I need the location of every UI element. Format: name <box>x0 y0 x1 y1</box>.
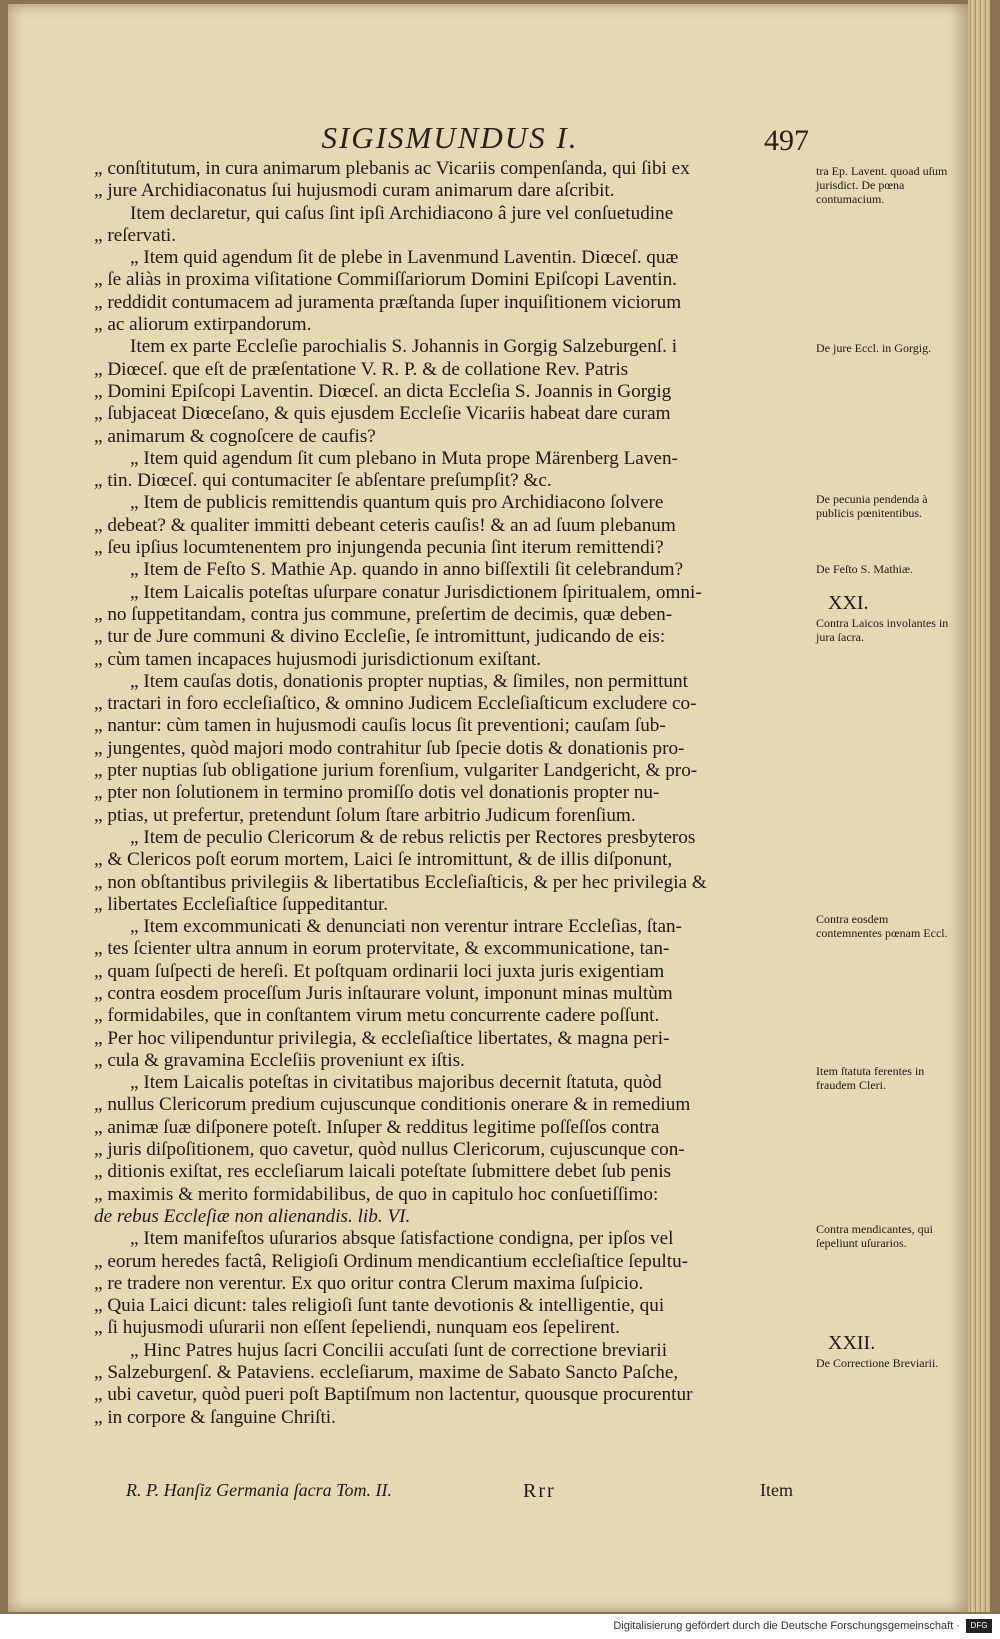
text-line: „ animarum & cognoſcere de caufis? <box>94 425 376 447</box>
text-line: „ tur de Jure communi & divino Eccleſie, ſe intromittunt, judicando de eis: <box>94 626 666 648</box>
text-line: „ no ſuppetitandam, contra jus commune, preſertim de decimis, quæ deben- <box>94 603 673 625</box>
footer-source-reference: R. P. Hanſiz Germania ſacra Tom. II. <box>126 1480 393 1500</box>
text-line: „ & Clericos poſt eorum mortem, Laici ſe intromittunt, & de illis diſponunt, <box>94 849 673 871</box>
text-line: „ Salzeburgenſ. & Pataviens. eccleſiarum, maxime de Sabato Sancto Paſche, <box>94 1362 679 1384</box>
text-line: „ maximis & merito formidabilibus, de quo in capitulo hoc conſuetiſſimo: <box>94 1183 659 1205</box>
text-line: „ debeat? & qualiter immitti debeant ceteris cauſis! & an ad ſuum plebanum <box>94 514 676 536</box>
text-line: „ in corpore & ſanguine Chriſti. <box>94 1406 336 1428</box>
text-line: „ nullus Clericorum predium cujuscunque conditionis onerare & in remedium <box>94 1094 691 1116</box>
book-page <box>8 4 968 1612</box>
text-line: „ Item de publicis remittendis quantum quis pro Archidiacono ſolvere <box>130 492 664 514</box>
text-line: „ Domini Epiſcopi Laventin. Diœceſ. an dicta Eccleſia S. Joannis in Gorgig <box>94 380 672 402</box>
text-line: „ re tradere non verentur. Ex quo oritur contra Clerum maxima ſuſpicio. <box>94 1272 644 1294</box>
text-line: „ jungentes, quòd majori modo contrahitur ſub ſpecie dotis & donationis pro- <box>94 737 685 759</box>
text-line: „ reſervati. <box>94 224 177 246</box>
footer-catchword: Item <box>760 1480 793 1500</box>
text-line: „ Per hoc vilipenduntur privilegia, & eccleſiaſtice libertates, & magna peri- <box>94 1027 670 1049</box>
text-line: „ Item manifeſtos uſurarios absque ſatisfactione condigna, per ipſos vel <box>130 1228 674 1250</box>
text-line: „ Item excommunicati & denunciati non verentur intrare Eccleſias, ſtan- <box>130 916 682 938</box>
text-line: „ tes ſcienter ultra annum in eorum protervitate, & excommunicatione, tan- <box>94 938 670 960</box>
text-line: „ libertates Eccleſiaſtice ſuppeditantur. <box>94 893 389 915</box>
margin-note: Contra mendicantes, qui ſepeliunt uſurarios. <box>816 1222 933 1250</box>
margin-note: De jure Eccl. in Gorgig. <box>816 341 932 355</box>
funding-text: Digitalisierung gefördert durch die Deutsche Forschungsgemeinschaft · <box>613 1620 960 1632</box>
text-line: „ pter non ſolutionem in termino promiſſo dotis vel donationis propter nu- <box>94 782 660 804</box>
text-line: „ Hinc Patres hujus ſacri Concilii accuſati ſunt de correctione breviarii <box>130 1339 668 1361</box>
text-line: „ Item de peculio Clericorum & de rebus relictis per Rectores presbyteros <box>130 826 696 848</box>
text-line: „ reddidit contumacem ad juramenta præſtanda ſuper inquiſitionem viciorum <box>94 291 682 313</box>
text-line: „ jure Archidiaconatus ſui hujusmodi curam animarum dare aſcribit. <box>94 180 615 202</box>
text-line: „ non obſtantibus privilegiis & libertatibus Eccleſiaſticis, & per hec privilegia & <box>94 871 707 893</box>
text-line: „ formidabiles, que in conſtantem virum metu concurrente cadere poſſunt. <box>94 1005 660 1027</box>
text-line: „ Item Laicalis poteſtas uſurpare conatur Jurisdictionem ſpiritualem, omni- <box>130 581 702 603</box>
text-line: „ juris diſpoſitionem, quo cavetur, quòd nullus Clericorum, cujuscunque con- <box>94 1139 685 1161</box>
text-line: „ conſtitutum, in cura animarum plebanis ac Vicariis compenſanda, qui ſibi ex <box>94 158 690 179</box>
text-line: „ ſi hujusmodi uſurarii non eſſent ſepeliendi, nunquam eos ſepelirent. <box>94 1317 620 1339</box>
text-line: „ tractari in foro eccleſiaſtico, & omnino Judicem Eccleſiaſticum excludere co- <box>94 693 697 715</box>
text-line: „ ſe aliàs in proxima viſitatione Commiſſariorum Domini Epiſcopi Laventin. <box>94 269 677 291</box>
text-line: „ cula & gravamina Eccleſiis proveniunt ex iſtis. <box>94 1049 465 1071</box>
margin-section-number: XXII. <box>828 1332 876 1354</box>
margin-note: Item ſtatuta ferentes in fraudem Cleri. <box>816 1064 925 1092</box>
text-line: „ Item de Feſto S. Mathie Ap. quando in anno biſſextili ſit celebrandum? <box>130 559 684 581</box>
text-line: „ ptias, ut prefertur, pretendunt ſolum ſtare arbitrio Judicum forenſium. <box>94 804 636 826</box>
text-line: „ Item quid agendum ſit cum plebano in Muta prope Märenberg Laven- <box>130 447 678 469</box>
text-line: „ animæ ſuæ diſponere poteſt. Inſuper & redditus legitime poſſeſſos contra <box>94 1116 660 1138</box>
text-line: de rebus Eccleſiæ non alienandis. lib. VI. <box>94 1205 411 1227</box>
text-line: „ ac aliorum extirpandorum. <box>94 314 312 336</box>
text-line: „ tin. Diœceſ. qui contumaciter ſe abſentare preſumpſit? &c. <box>94 470 552 492</box>
page-number: 497 <box>764 124 809 157</box>
running-header-title: SIGISMUNDUS I. <box>321 120 579 155</box>
margin-note: De Feſto S. Mathiæ. <box>816 562 914 576</box>
text-line: „ Item Laicalis poteſtas in civitatibus majoribus decernit ſtatuta, quòd <box>130 1072 662 1094</box>
text-line: „ Item cauſas dotis, donationis propter nuptias, & ſimiles, non permittunt <box>130 670 688 692</box>
text-line: „ ſeu ipſius locumtenentem pro injungenda pecunia ſint iterum remittendi? <box>94 537 664 559</box>
page-edge-stack <box>968 0 990 1612</box>
margin-section-number: XXI. <box>828 592 869 614</box>
text-line: „ Quia Laici dicunt: tales religioſi ſunt tante devotionis & intelligentie, qui <box>94 1295 665 1317</box>
text-line: „ cùm tamen incapaces hujusmodi jurisdictionum exiſtant. <box>94 648 542 670</box>
footer-signature-mark: Rrr <box>523 1480 556 1502</box>
margin-note: Contra Laicos involantes in jura ſacra. <box>816 616 949 644</box>
dfg-logo: DFG <box>966 1619 992 1633</box>
text-line: „ Diœceſ. que eſt de præſentatione V. R. P. & de collatione Rev. Patris <box>94 358 629 380</box>
margin-note: tra Ep. Lavent. quoad uſum jurisdict. De pœna contumacium. <box>816 164 948 206</box>
margin-note: Contra eosdem contemnentes pœnam Eccl. <box>816 912 948 940</box>
margin-note: De pecunia pendenda à publicis pœnitentibus. <box>816 492 928 520</box>
main-text-column <box>94 158 814 1429</box>
text-line: „ nantur: cùm tamen in hujusmodi cauſis locus ſit preventioni; cauſam ſub- <box>94 715 666 737</box>
text-line: „ Item quid agendum ſit de plebe in Lavenmund Laventin. Diœceſ. quæ <box>130 247 679 269</box>
text-line: „ ſubjaceat Diœceſano, & quis ejusdem Eccleſie Vicariis habeat dare curam <box>94 403 671 425</box>
text-line: „ quam ſuſpecti de hereſi. Et poſtquam ordinarii loci juxta juris exigentiam <box>94 960 665 982</box>
funding-bar <box>0 1614 1000 1639</box>
text-line: „ ditionis exiſtat, res eccleſiarum laicali poteſtate ſubmittere debet ſub penis <box>94 1161 672 1183</box>
text-line: Item ex parte Eccleſie parochialis S. Johannis in Gorgig Salzeburgenſ. i <box>130 336 678 358</box>
text-line: „ contra eosdem proceſſum Juris inſtaurare volunt, imponunt minas multùm <box>94 982 673 1004</box>
text-line: „ eorum heredes factâ, Religioſi Ordinum mendicantium eccleſiaſtice ſepultu- <box>94 1250 689 1272</box>
text-line: „ pter nuptias ſub obligatione jurium forenſium, vulgariter Landgericht, & pro- <box>94 760 698 782</box>
text-line: „ ubi cavetur, quòd pueri poſt Baptiſmum non lactentur, quousque procurentur <box>94 1384 693 1406</box>
text-line: Item declaretur, qui caſus ſint ipſi Archidiacono â jure vel conſuetudine <box>130 202 674 224</box>
margin-note: De Correctione Breviarii. <box>816 1356 939 1370</box>
